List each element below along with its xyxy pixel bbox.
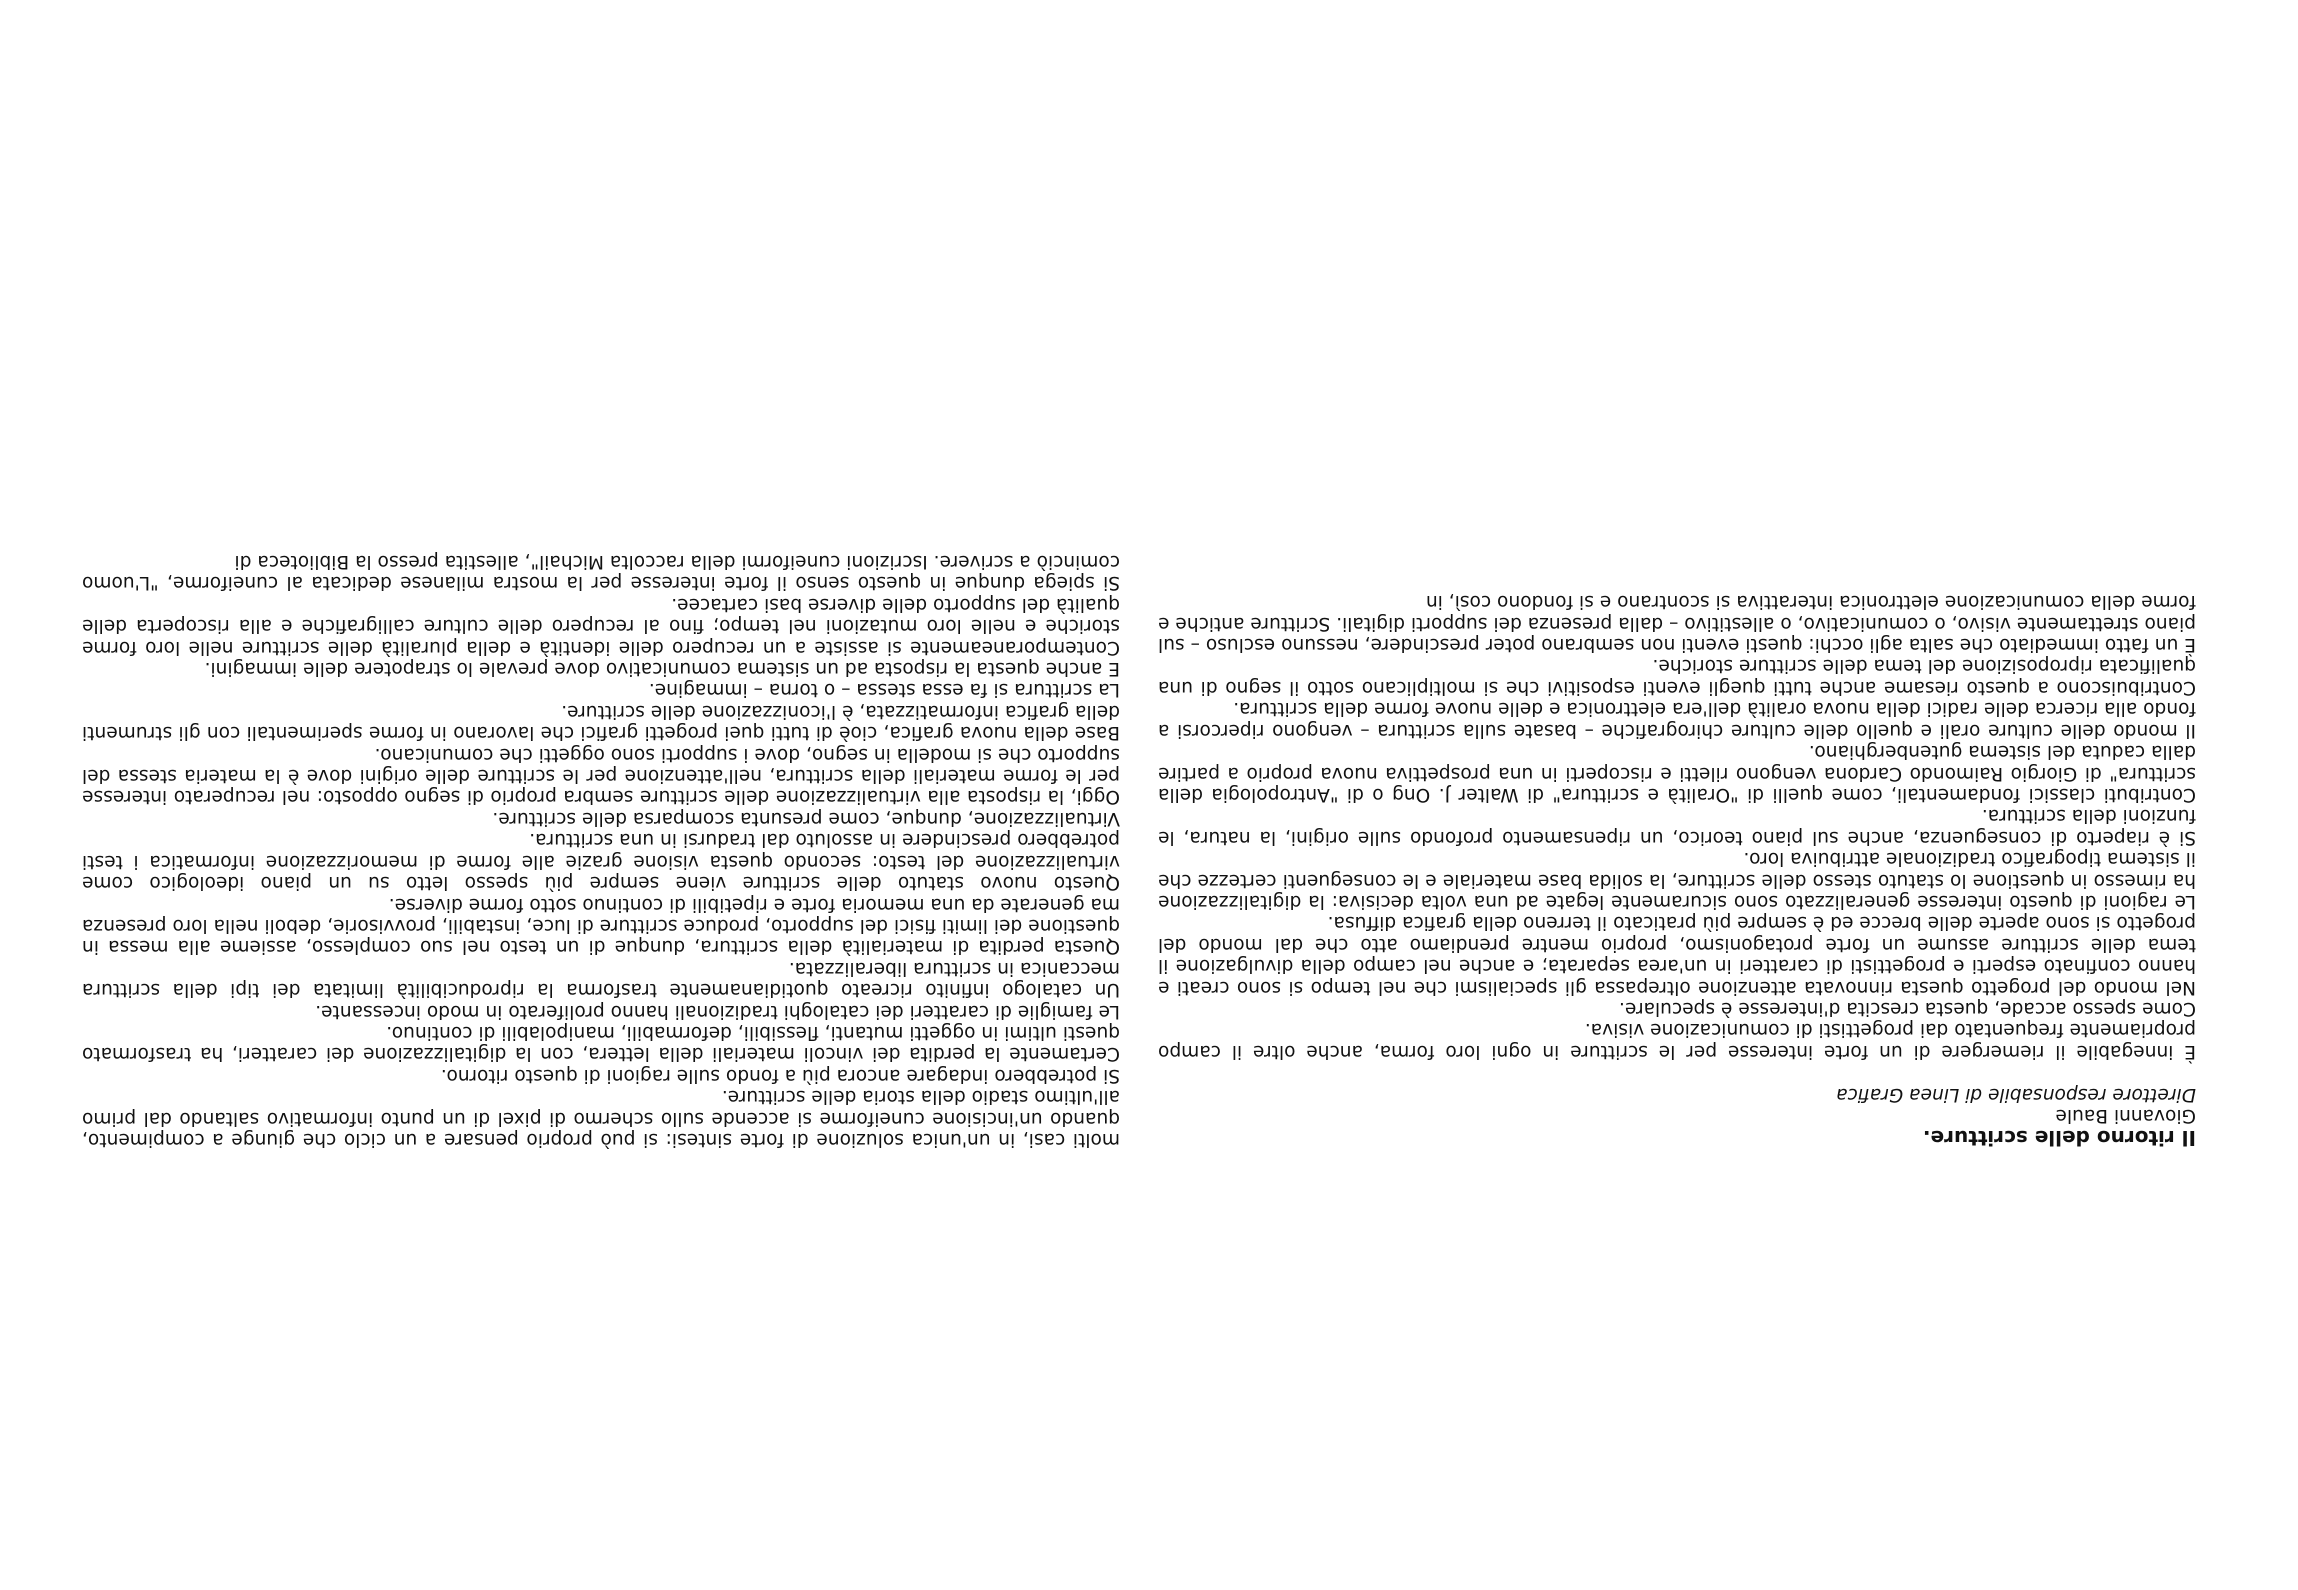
paragraph: E anche questa la risposta ad un sistema comunicativo dove prevale lo strapotere delle immagini. <box>204 658 1120 680</box>
paragraph: Certamente la perdita dei vincoli materiali della lettera, con la digitalizzazione dei caratteri, ha trasformato questi ultimi in oggetti mutanti, flessibili, deformabili, manipolabili di continuo. <box>82 1021 1120 1065</box>
paragraph: Si è riaperto di conseguenza, anche sul piano teorico, un ripensamento profondo sulle origini, la natura, le funzioni della scrittura. <box>1158 805 2196 848</box>
article-title: Il ritorno delle scritture. <box>1922 1126 2196 1150</box>
paragraph: Il mondo delle culture orali e quello delle culture chirografiche – basate sulla scrittura – vengono ripercorsi a fondo alla ricerca delle radici della nuova oralità dell'era elettronica e delle nuove forme della scrittura. <box>1158 698 2196 741</box>
paragraph: La scrittura si fa essa stessa – o torna – immagine. <box>648 679 1120 701</box>
paragraph: molti casi, in un'unica soluzione di forte sintesi: si può proprio pensare a un ciclo che giunge a compimento, quando un'incisione cuneiforme si accende sullo schermo di pixel di un punto informativo saltando dal primo all'ultimo stadio della storia delle scritture. <box>82 1086 1120 1150</box>
paragraph: Virtualizzazione, dunque, come presunta scomparsa delle scritture. <box>492 807 1120 829</box>
paragraph: Un catalogo infinito ricreato quotidianamente trasforma la riproducibilità limitata dei tipi della scrittura meccanica in scrittura liberalizzata. <box>82 957 1120 1001</box>
author-role: Direttore responsabile di Linea Grafica <box>1836 1083 2196 1105</box>
paragraph: Contribuiscono a questo riesame anche tutti quegli eventi espositivi che si moltiplicano sotto il segno di una qualificata riproposizione del tema delle scritture storiche. <box>1158 655 2196 698</box>
author-name: Giovanni Baule <box>2055 1105 2196 1126</box>
left-text-column <box>1158 591 2196 1150</box>
paragraph: Si potrebbero indagare ancora più a fondo sulle ragioni di questo ritorno. <box>440 1064 1120 1086</box>
paragraph: Base della nuova grafica, cioè di tutti quei progetti grafici che lavorano in forme sperimentali con gli strumenti della grafica informatizzata, è l'iconizzazione delle scritture. <box>82 700 1120 744</box>
right-text-column <box>82 551 1120 1150</box>
paragraph: Contributi classici fondamentali, come quelli di "Oralità e scrittura" di Walter J. Ong o di "Antropologia della scrittura" di Giorgio Raimondo Cardona vengono riletti e riscoperti in una prospettiva nuova proprio a partire dalla caduta del sistema gutenberghiano. <box>1158 741 2196 805</box>
paragraph: È un fatto immediato che salta agli occhi: questi eventi non sembrano poter prescindere, nessuno escluso – sul piano strettamente visivo, o comunicativo, o allestitivo – dalla presenza dei supporti digitali. Scritture antiche e forme della comunicazione elettronica interattiva si scontrano e si fondono così, in <box>1158 591 2196 656</box>
paragraph: Contemporaneamente si assiste a un recupero delle identità e della pluralità delle scritture nelle loro forme storiche e nelle loro mutazioni nel tempo; fino al recupero delle culture calligrafiche e alla riscoperta delle qualità del supporto delle diverse basi cartacee. <box>82 593 1120 658</box>
paragraph: Le ragioni di questo interesse generalizzato sono sicuramente legate ad una volta decisiva: la digitalizzazione ha rimesso in questione lo statuto stesso delle scritture, la solida base materiale e le conseguenti certezze che il sistema tipografico tradizionale attribuiva loro. <box>1158 848 2196 912</box>
paragraph: Nel mondo del progetto questa rinnovata attenzione oltrepassa gli specialismi che nel tempo si sono creati e hanno confinato esperti e progettisti di caratteri in un'area separata; e anche nel campo della divulgazione il tema delle scritture assume un forte protagonismo, proprio mentre prendiamo atto che dal mondo del progetto si sono aperte delle brecce ed è sempre più praticato il terreno della grafica diffusa. <box>1158 912 2196 998</box>
paragraph: Questa perdita di materialità della scrittura, dunque di un testo nel suo complesso, assieme alla messa in questione dei limiti fisici del supporto, produce scritture di luce, instabili, provvisorie, deboli nella loro presenza ma generate da una memoria forte e ripetibili di continuo sotto forme diverse. <box>82 893 1120 958</box>
paragraph: È innegabile il riemergere di un forte interesse per le scritture in ogni loro forma, anche oltre il campo propriamente frequentato dai progettisti di comunicazione visiva. <box>1158 1019 2196 1062</box>
paragraph: Si spiega dunque in questo senso il forte interesse per la mostra milanese dedicata al cuneiforme, "L'uomo cominciò a scrivere. Iscrizioni cuneiformi della raccolta Michail", allestita presso la Biblioteca di <box>82 551 1120 594</box>
paragraph: Come spesso accade, questa crescita d'interesse è speculare. <box>1618 997 2196 1019</box>
paragraph: Questo nuovo statuto delle scritture viene sempre più spesso letto su un piano ideologico come virtualizzazione del testo: secondo questa visione grazie alle forme di memorizzazione informatica i testi potrebbero prescindere in assoluto dal tradursi in una scrittura. <box>82 829 1120 894</box>
paragraph: Le famiglie di caratteri dei cataloghi tradizionali hanno proliferato in modo incessante. <box>315 1000 1120 1022</box>
paragraph: Oggi, la risposta alla virtualizzazione delle scritture sembra proprio di segno opposto: nel recuperato interesse per le forme materiali della scrittura, nell'attenzione per le scritture delle origini dove è la materia stessa del supporto che si modella in segno, dove i supporti sono oggetti che comunicano. <box>82 743 1120 808</box>
